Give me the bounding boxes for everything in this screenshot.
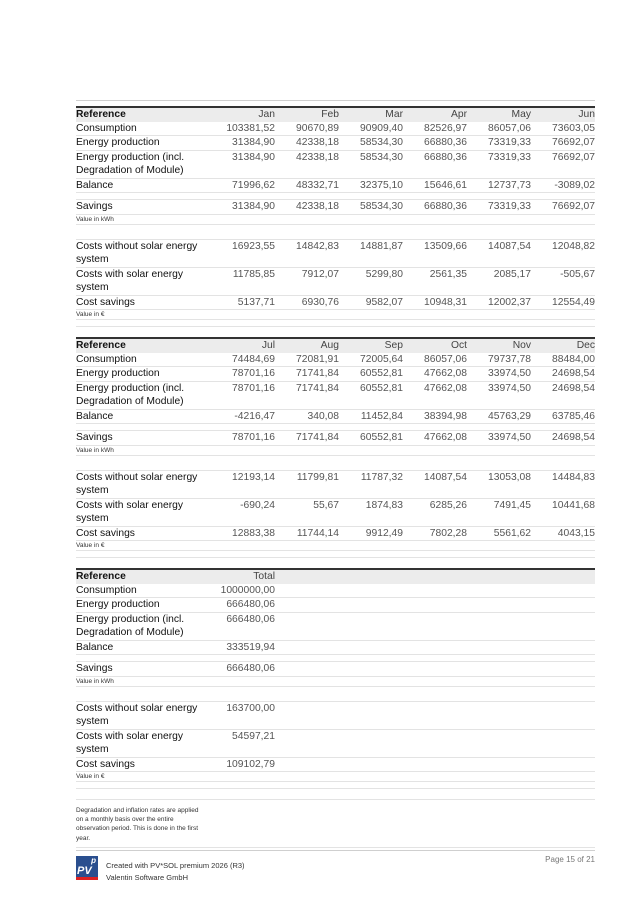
row-value xyxy=(339,598,403,613)
column-header: Sep xyxy=(339,338,403,353)
row-value: 32375,10 xyxy=(339,178,403,193)
spacer-row xyxy=(76,455,595,470)
energy-unit-label: Value in kWh xyxy=(76,445,595,455)
row-value: 71741,84 xyxy=(275,367,339,382)
row-value: 58534,30 xyxy=(339,200,403,215)
cost-unit-label: Value in € xyxy=(76,541,595,551)
row-value xyxy=(403,640,467,655)
row-value xyxy=(531,640,595,655)
row-value xyxy=(403,612,467,640)
row-value: 48332,71 xyxy=(275,178,339,193)
row-value xyxy=(275,584,339,598)
row-label: Savings xyxy=(76,662,211,677)
row-label: Consumption xyxy=(76,353,211,367)
degradation-note: Degradation and inflation rates are applied on a monthly basis over the entire observation period. This is done in the first year. xyxy=(76,807,199,842)
row-value xyxy=(531,757,595,772)
row-value: 73319,33 xyxy=(467,136,531,151)
table-row xyxy=(76,200,595,215)
column-header: Dec xyxy=(531,338,595,353)
column-header: Jan xyxy=(211,107,275,122)
page-footer xyxy=(76,850,595,882)
row-value: 90670,89 xyxy=(275,122,339,136)
row-label: Savings xyxy=(76,431,211,446)
row-value xyxy=(467,584,531,598)
row-value: 9912,49 xyxy=(339,526,403,541)
table-row xyxy=(76,598,595,613)
column-header xyxy=(531,569,595,584)
row-label: Costs without solar energy system xyxy=(76,470,211,498)
spacer-row xyxy=(76,551,595,558)
row-value: 66880,36 xyxy=(403,150,467,178)
unit-row xyxy=(76,310,595,320)
row-value: 2085,17 xyxy=(467,267,531,295)
row-value: 45763,29 xyxy=(467,409,531,424)
cost-unit-label: Value in € xyxy=(76,310,595,320)
page-number: Page 15 of 21 xyxy=(545,855,595,864)
row-value: 78701,16 xyxy=(211,381,275,409)
row-value: 55,67 xyxy=(275,498,339,526)
row-value: 47662,08 xyxy=(403,367,467,382)
table-row xyxy=(76,136,595,151)
table-row xyxy=(76,367,595,382)
row-value: 6930,76 xyxy=(275,295,339,310)
row-value: 11785,85 xyxy=(211,267,275,295)
row-value: 58534,30 xyxy=(339,150,403,178)
row-value: 71741,84 xyxy=(275,381,339,409)
row-value xyxy=(531,598,595,613)
column-header xyxy=(339,569,403,584)
row-value: 5299,80 xyxy=(339,267,403,295)
table-row xyxy=(76,729,595,757)
row-value: 38394,98 xyxy=(403,409,467,424)
row-value xyxy=(531,701,595,729)
row-value: 14484,83 xyxy=(531,470,595,498)
row-value: 71741,84 xyxy=(275,431,339,446)
row-value: 7491,45 xyxy=(467,498,531,526)
column-header: Nov xyxy=(467,338,531,353)
row-value: 60552,81 xyxy=(339,431,403,446)
column-header: Total xyxy=(211,569,275,584)
row-value xyxy=(339,612,403,640)
spacer-row xyxy=(76,782,595,789)
row-value: 78701,16 xyxy=(211,367,275,382)
table-row xyxy=(76,267,595,295)
table-row xyxy=(76,239,595,267)
column-header: May xyxy=(467,107,531,122)
row-value xyxy=(467,612,531,640)
row-label: Cost savings xyxy=(76,526,211,541)
row-value xyxy=(339,584,403,598)
row-value: 31384,90 xyxy=(211,150,275,178)
tables-container xyxy=(76,106,595,789)
note-row xyxy=(76,799,595,848)
row-value: 76692,07 xyxy=(531,136,595,151)
spacer-row xyxy=(76,655,595,662)
table-row xyxy=(76,612,595,640)
row-value: 76692,07 xyxy=(531,150,595,178)
row-value xyxy=(403,757,467,772)
spacer-row xyxy=(76,320,595,327)
row-value xyxy=(339,662,403,677)
row-value: 24698,54 xyxy=(531,381,595,409)
row-label: Balance xyxy=(76,178,211,193)
row-value xyxy=(467,662,531,677)
column-header: Jun xyxy=(531,107,595,122)
row-value: 73319,33 xyxy=(467,150,531,178)
row-value: 54597,21 xyxy=(211,729,275,757)
table-row xyxy=(76,526,595,541)
row-label: Balance xyxy=(76,409,211,424)
row-value: 7912,07 xyxy=(275,267,339,295)
row-value: 60552,81 xyxy=(339,381,403,409)
row-value xyxy=(339,757,403,772)
energy-unit-label: Value in kWh xyxy=(76,676,595,686)
company-name: Valentin Software GmbH xyxy=(106,873,188,882)
column-header: Reference xyxy=(76,338,211,353)
row-value xyxy=(403,729,467,757)
column-header: Reference xyxy=(76,569,211,584)
table-row xyxy=(76,381,595,409)
row-value: 12048,82 xyxy=(531,239,595,267)
column-header: Jul xyxy=(211,338,275,353)
row-value xyxy=(275,757,339,772)
row-value: 71996,62 xyxy=(211,178,275,193)
table-header-row xyxy=(76,338,595,353)
row-value: 10441,68 xyxy=(531,498,595,526)
column-header xyxy=(467,569,531,584)
row-value: 24698,54 xyxy=(531,367,595,382)
row-value: 58534,30 xyxy=(339,136,403,151)
column-header xyxy=(403,569,467,584)
row-value xyxy=(403,701,467,729)
unit-row xyxy=(76,676,595,686)
row-value xyxy=(467,598,531,613)
row-label: Energy production xyxy=(76,598,211,613)
row-label: Savings xyxy=(76,200,211,215)
row-value: 11744,14 xyxy=(275,526,339,541)
table-row xyxy=(76,178,595,193)
row-value: 47662,08 xyxy=(403,431,467,446)
row-value: 16923,55 xyxy=(211,239,275,267)
row-value: 1000000,00 xyxy=(211,584,275,598)
row-value: 33974,50 xyxy=(467,381,531,409)
table-row xyxy=(76,662,595,677)
report-page xyxy=(76,100,595,848)
row-value: 31384,90 xyxy=(211,136,275,151)
row-label: Costs without solar energy system xyxy=(76,701,211,729)
column-header: Aug xyxy=(275,338,339,353)
spacer-row xyxy=(76,193,595,200)
table-row xyxy=(76,431,595,446)
row-value: 33974,50 xyxy=(467,367,531,382)
row-value: 103381,52 xyxy=(211,122,275,136)
unit-row xyxy=(76,214,595,224)
table-row xyxy=(76,701,595,729)
row-value xyxy=(531,729,595,757)
row-value: 66880,36 xyxy=(403,136,467,151)
row-value: -4216,47 xyxy=(211,409,275,424)
row-value: 333519,94 xyxy=(211,640,275,655)
row-value xyxy=(403,662,467,677)
row-label: Balance xyxy=(76,640,211,655)
row-value: 12002,37 xyxy=(467,295,531,310)
row-value xyxy=(339,701,403,729)
row-value xyxy=(275,612,339,640)
cost-unit-label: Value in € xyxy=(76,772,595,782)
row-value: 666480,06 xyxy=(211,598,275,613)
row-label: Energy production xyxy=(76,136,211,151)
row-label: Cost savings xyxy=(76,295,211,310)
row-value: 88484,00 xyxy=(531,353,595,367)
row-label: Consumption xyxy=(76,584,211,598)
table-row xyxy=(76,409,595,424)
row-value: 14087,54 xyxy=(403,470,467,498)
row-value xyxy=(531,612,595,640)
row-value: 72005,64 xyxy=(339,353,403,367)
row-label: Costs with solar energy system xyxy=(76,498,211,526)
row-value xyxy=(403,584,467,598)
row-value: 72081,91 xyxy=(275,353,339,367)
row-value: 340,08 xyxy=(275,409,339,424)
unit-row xyxy=(76,445,595,455)
row-label: Energy production xyxy=(76,367,211,382)
row-value: 7802,28 xyxy=(403,526,467,541)
row-value xyxy=(275,662,339,677)
monthly-table-block xyxy=(76,568,595,789)
row-value: 76692,07 xyxy=(531,200,595,215)
top-divider xyxy=(76,100,595,101)
table-row xyxy=(76,757,595,772)
spacer-row xyxy=(76,686,595,701)
row-value: 86057,06 xyxy=(467,122,531,136)
row-value: 2561,35 xyxy=(403,267,467,295)
table-row xyxy=(76,584,595,598)
results-table xyxy=(76,337,595,558)
row-value: 13053,08 xyxy=(467,470,531,498)
column-header: Apr xyxy=(403,107,467,122)
created-with-text: Created with PV*SOL premium 2026 (R3) xyxy=(106,861,245,870)
row-label: Energy production (incl. Degradation of Module) xyxy=(76,612,211,640)
row-label: Energy production (incl. Degradation of Module) xyxy=(76,381,211,409)
row-value: 86057,06 xyxy=(403,353,467,367)
row-value: 109102,79 xyxy=(211,757,275,772)
row-value: 5561,62 xyxy=(467,526,531,541)
pvsol-logo: p PV xyxy=(76,856,98,880)
row-value xyxy=(467,729,531,757)
table-row xyxy=(76,150,595,178)
row-value: 9582,07 xyxy=(339,295,403,310)
column-header: Mar xyxy=(339,107,403,122)
row-value: 73319,33 xyxy=(467,200,531,215)
row-value: 66880,36 xyxy=(403,200,467,215)
row-value xyxy=(275,729,339,757)
row-value: 14842,83 xyxy=(275,239,339,267)
row-label: Costs without solar energy system xyxy=(76,239,211,267)
spacer-row xyxy=(76,224,595,239)
row-value: 73603,05 xyxy=(531,122,595,136)
row-value xyxy=(467,640,531,655)
row-value: 60552,81 xyxy=(339,367,403,382)
row-value: 12883,38 xyxy=(211,526,275,541)
table-header-row xyxy=(76,107,595,122)
table-row xyxy=(76,353,595,367)
row-value: 11787,32 xyxy=(339,470,403,498)
row-value: 63785,46 xyxy=(531,409,595,424)
table-row xyxy=(76,470,595,498)
row-value: 1874,83 xyxy=(339,498,403,526)
monthly-table-block xyxy=(76,106,595,327)
row-value: 12554,49 xyxy=(531,295,595,310)
row-value: 82526,97 xyxy=(403,122,467,136)
row-value: -690,24 xyxy=(211,498,275,526)
row-value: -505,67 xyxy=(531,267,595,295)
row-value: 42338,18 xyxy=(275,136,339,151)
column-header xyxy=(275,569,339,584)
row-value xyxy=(531,584,595,598)
table-row xyxy=(76,640,595,655)
row-value: 24698,54 xyxy=(531,431,595,446)
row-value: 31384,90 xyxy=(211,200,275,215)
row-value: 12193,14 xyxy=(211,470,275,498)
row-label: Cost savings xyxy=(76,757,211,772)
row-value: 14087,54 xyxy=(467,239,531,267)
row-value xyxy=(339,640,403,655)
row-value: 4043,15 xyxy=(531,526,595,541)
table-row xyxy=(76,498,595,526)
column-header: Oct xyxy=(403,338,467,353)
row-label: Consumption xyxy=(76,122,211,136)
row-value: 33974,50 xyxy=(467,431,531,446)
row-value: 11799,81 xyxy=(275,470,339,498)
row-value: 74484,69 xyxy=(211,353,275,367)
results-table xyxy=(76,568,595,789)
row-value: 42338,18 xyxy=(275,200,339,215)
row-value xyxy=(467,757,531,772)
column-header: Feb xyxy=(275,107,339,122)
row-value: 11452,84 xyxy=(339,409,403,424)
row-value xyxy=(275,598,339,613)
results-table xyxy=(76,106,595,327)
spacer-row xyxy=(76,424,595,431)
column-header: Reference xyxy=(76,107,211,122)
row-value: 90909,40 xyxy=(339,122,403,136)
row-value: -3089,02 xyxy=(531,178,595,193)
row-value xyxy=(339,729,403,757)
row-label: Costs with solar energy system xyxy=(76,267,211,295)
row-value: 666480,06 xyxy=(211,612,275,640)
row-value xyxy=(275,701,339,729)
row-value: 12737,73 xyxy=(467,178,531,193)
row-value: 10948,31 xyxy=(403,295,467,310)
unit-row xyxy=(76,541,595,551)
row-value: 42338,18 xyxy=(275,150,339,178)
table-row xyxy=(76,122,595,136)
row-value xyxy=(467,701,531,729)
row-label: Costs with solar energy system xyxy=(76,729,211,757)
row-value: 47662,08 xyxy=(403,381,467,409)
row-value: 14881,87 xyxy=(339,239,403,267)
table-row xyxy=(76,295,595,310)
row-value: 163700,00 xyxy=(211,701,275,729)
row-value: 6285,26 xyxy=(403,498,467,526)
row-value: 5137,71 xyxy=(211,295,275,310)
row-label: Energy production (incl. Degradation of Module) xyxy=(76,150,211,178)
row-value: 79737,78 xyxy=(467,353,531,367)
row-value: 13509,66 xyxy=(403,239,467,267)
energy-unit-label: Value in kWh xyxy=(76,214,595,224)
monthly-table-block xyxy=(76,337,595,558)
row-value xyxy=(531,662,595,677)
row-value xyxy=(275,640,339,655)
row-value: 15646,61 xyxy=(403,178,467,193)
row-value: 78701,16 xyxy=(211,431,275,446)
row-value: 666480,06 xyxy=(211,662,275,677)
row-value xyxy=(403,598,467,613)
unit-row xyxy=(76,772,595,782)
table-header-row xyxy=(76,569,595,584)
